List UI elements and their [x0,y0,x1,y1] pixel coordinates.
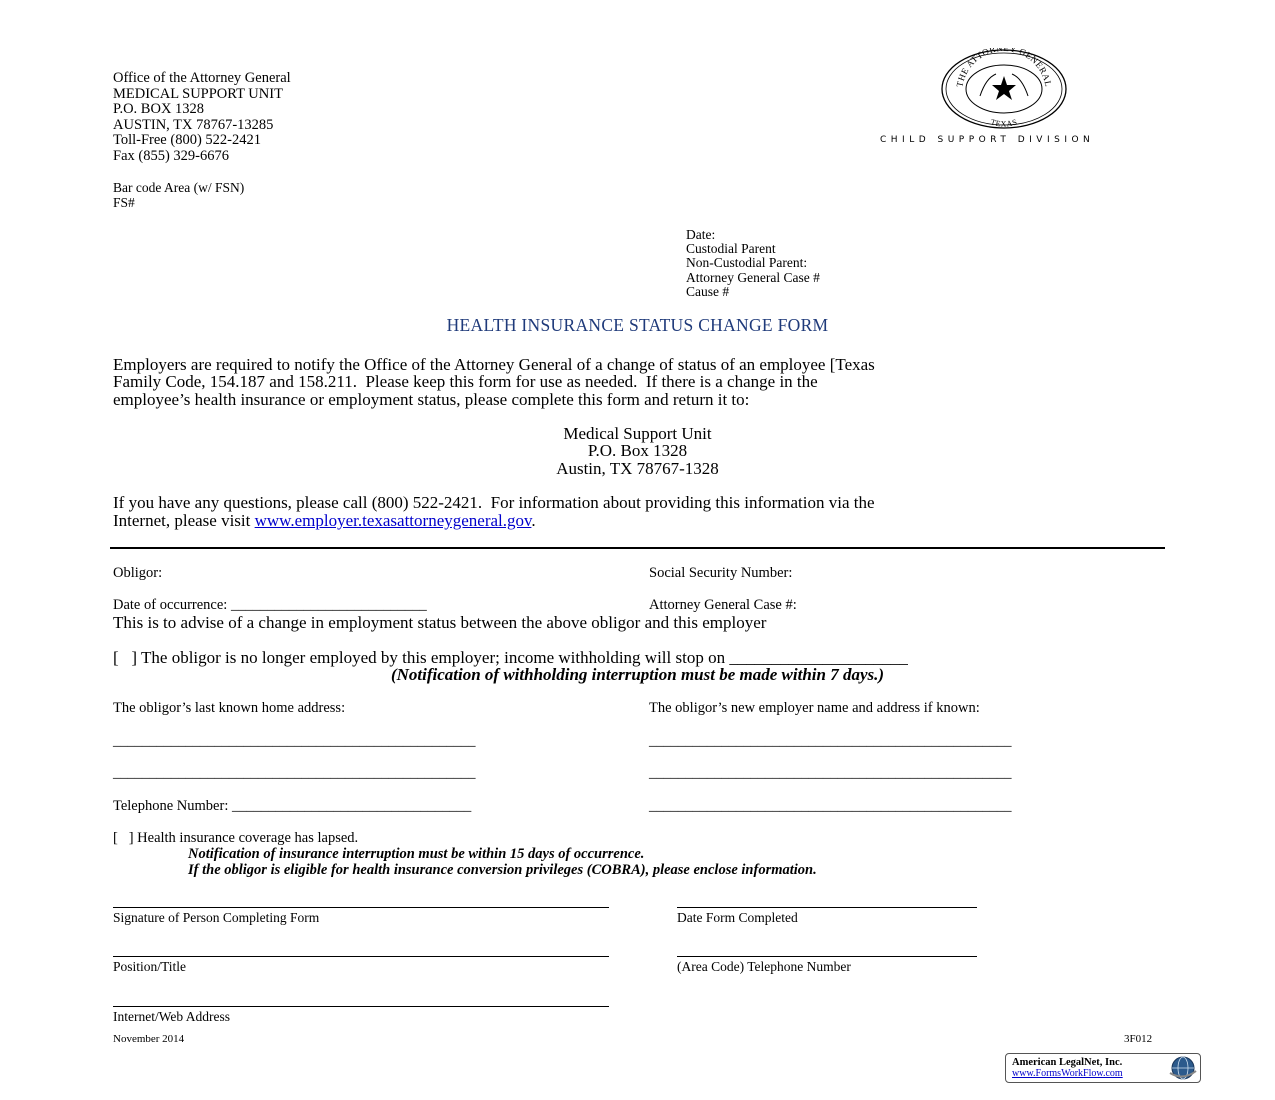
home-address-line-2[interactable]: __________________________________________________ [113,765,476,781]
new-employer-label: The obligor’s new employer name and address if known: [649,700,980,716]
svg-text:TEXAS [990,117,1019,128]
phone-line[interactable] [677,956,977,957]
intro-line: Employers are required to notify the Office of the Attorney General of a change of status of an employee [Texas [113,355,875,374]
address-line: MEDICAL SUPPORT UNIT [113,86,283,102]
home-address-line-1[interactable]: __________________________________________________ [113,733,476,749]
seal-icon [940,48,1068,130]
date-completed-label: Date Form Completed [677,910,798,925]
division-label: CHILD SUPPORT DIVISION [880,135,1095,145]
date-completed-line[interactable] [677,907,977,908]
form-code: 3F012 [1124,1033,1153,1045]
address-line: Toll-Free (800) 522-2421 [113,132,261,148]
ssn-label: Social Security Number: [649,565,793,581]
attorney-general-seal [940,48,1068,130]
address-line: P.O. BOX 1328 [113,101,205,117]
vendor-name: American LegalNet, Inc. [1012,1057,1123,1068]
cobra-notice: If the obligor is eligible for health insurance conversion privileges (COBRA), please enclose information. [188,862,817,878]
section-divider [110,547,1165,549]
case-info-cause: Cause # [686,284,730,299]
coverage-lapsed-checkbox[interactable]: [ ] Health insurance coverage has lapsed. [113,830,359,846]
intro-line: Family Code, 154.187 and 158.211. Please keep this form for use as needed. If there is a change in the [113,372,818,391]
form-date: November 2014 [113,1033,185,1045]
position-label: Position/Title [113,959,187,974]
form-title: HEALTH INSURANCE STATUS CHANGE FORM [446,315,829,335]
questions-line: If you have any questions, please call (800) 522-2421. For information about providing this information via the [113,493,875,512]
employer-website-link[interactable]: www.employer.texasattorneygeneral.gov [254,511,532,530]
case-info-non-custodial-parent: Non-Custodial Parent: [686,255,808,270]
new-employer-line-2[interactable]: __________________________________________________ [649,765,1012,781]
advise-statement: This is to advise of a change in employment status between the above obligor and this employer [113,613,767,632]
vendor-badge[interactable] [1005,1053,1201,1083]
telephone-number-field[interactable]: Telephone Number: _________________________________ [113,798,472,814]
questions-line-2 [113,512,536,530]
signature-label: Signature of Person Completing Form [113,910,320,925]
vendor-url[interactable]: www.FormsWorkFlow.com [1012,1068,1123,1079]
web-address-label: Internet/Web Address [113,1009,231,1024]
fs-number-label: FS# [113,195,135,210]
seal-top-text: THE ATTORNEY GENERAL [954,48,1054,88]
case-info-date: Date: [686,227,716,242]
new-employer-line-1[interactable]: __________________________________________________ [649,733,1012,749]
obligor-label: Obligor: [113,565,163,581]
return-address-line: Medical Support Unit [563,424,712,443]
web-address-line[interactable] [113,1006,609,1007]
phone-label: (Area Code) Telephone Number [677,959,851,974]
address-line: AUSTIN, TX 78767-13285 [113,117,274,133]
new-employer-line-3[interactable]: __________________________________________________ [649,798,1012,814]
notification-15-days: Notification of insurance interruption must be within 15 days of occurrence. [188,846,645,862]
case-info-ag-case: Attorney General Case # [686,270,820,285]
barcode-area-label: Bar code Area (w/ FSN) [113,180,245,195]
address-line: Office of the Attorney General [113,70,291,86]
questions-prefix: Internet, please visit [113,511,255,530]
return-address-line: Austin, TX 78767-1328 [556,459,719,478]
seal-bottom-text: TEXAS [989,117,1019,129]
ag-case-label: Attorney General Case #: [649,597,797,613]
globe-icon [1168,1055,1198,1081]
address-line: Fax (855) 329-6676 [113,148,229,164]
no-longer-employed-checkbox[interactable]: [ ] The obligor is no longer employed by this employer; income withholding will stop on _____________________ [113,648,908,667]
return-address-line: P.O. Box 1328 [587,441,688,460]
date-of-occurrence-field[interactable]: Date of occurrence: ___________________________ [113,597,427,613]
position-line[interactable] [113,956,609,957]
questions-suffix: . [531,511,536,530]
case-info-custodial-parent: Custodial Parent [686,241,776,256]
home-address-label: The obligor’s last known home address: [113,700,346,716]
signature-line[interactable] [113,907,609,908]
notification-7-days: (Notification of withholding interruption must be made within 7 days.) [390,665,885,684]
intro-line: employee’s health insurance or employment status, please complete this form and return it to: [113,390,750,409]
